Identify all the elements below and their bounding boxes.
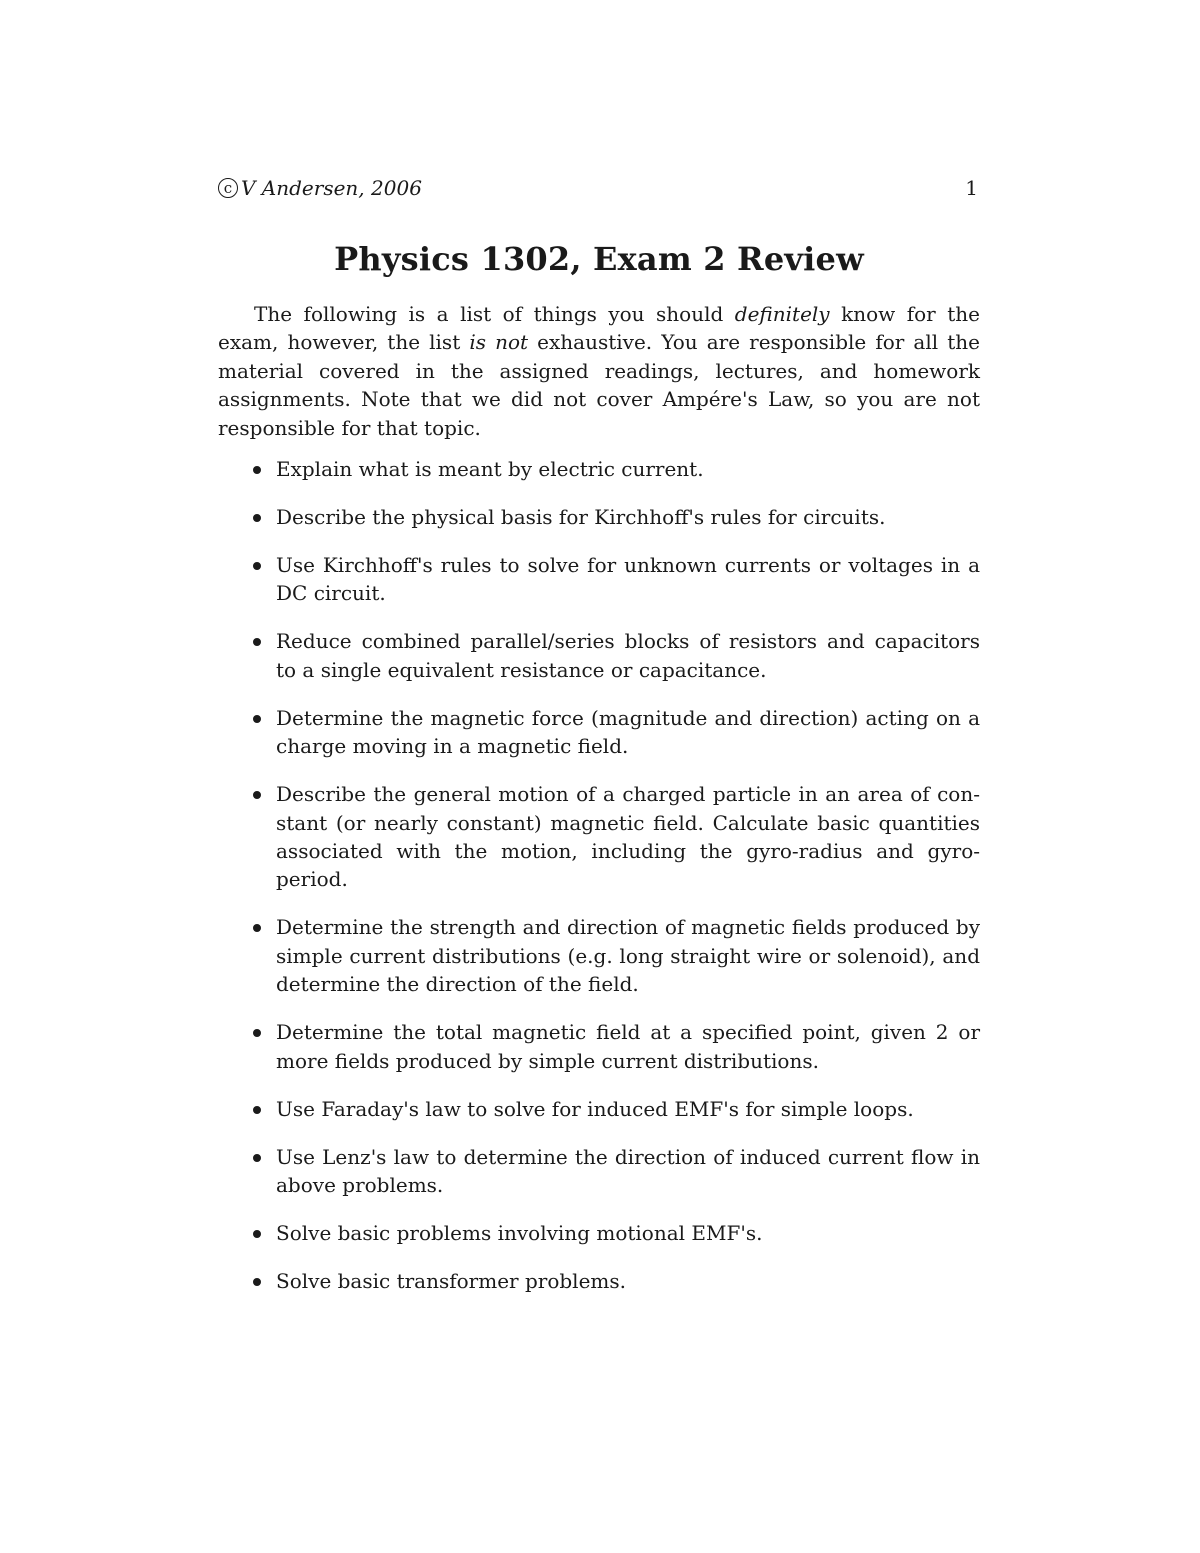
list-item — [218, 780, 980, 894]
list-item — [218, 1219, 980, 1247]
copyright-icon: c — [218, 178, 238, 198]
list-item — [218, 551, 980, 608]
list-item-text: Determine the magnetic force (magnitude and direction) acting on a charge moving in a magnetic field. — [276, 705, 980, 759]
list-item — [218, 503, 980, 531]
list-item — [218, 1267, 980, 1295]
copyright-notice — [218, 176, 422, 200]
list-item-text: Solve basic transformer problems. — [276, 1269, 626, 1294]
bullet-icon — [253, 1029, 261, 1037]
bullet-icon — [253, 514, 261, 522]
intro-emphasis-is-not: is not — [469, 330, 529, 355]
bullet-icon — [253, 715, 261, 723]
list-item-text: Describe the physical basis for Kirchhoff's rules for circuits. — [276, 505, 886, 529]
list-item — [218, 704, 980, 761]
list-item-text: Use Kirchhoff's rules to solve for unknown currents or voltages in a DC circuit. — [276, 553, 980, 606]
bullet-icon — [253, 924, 261, 932]
list-item — [218, 455, 980, 483]
list-item — [218, 627, 980, 684]
intro-paragraph — [218, 300, 980, 442]
copyright-text: V Andersen, 2006 — [241, 176, 422, 200]
bullet-icon — [253, 562, 261, 570]
list-item — [218, 1143, 980, 1200]
bullet-icon — [253, 791, 261, 799]
list-item — [218, 1095, 980, 1123]
bullet-icon — [253, 1278, 261, 1286]
intro-emphasis-definitely: definitely — [734, 302, 830, 326]
topic-list — [218, 455, 980, 1315]
list-item-text: Reduce combined parallel/series blocks of resistors and capacitors to a single equivalent resistance or capacitance. — [276, 629, 980, 682]
list-item-text: Determine the total magnetic field at a specified point, given 2 or more fields produced by simple current distributions. — [276, 1020, 980, 1073]
list-item-text: Determine the strength and direction of magnetic fields produced by simple current distributions (e.g. long straight wire or solenoid), and determine the direction of the field. — [276, 915, 980, 997]
intro-text-1: The following is a list of things you should — [254, 302, 735, 326]
document-title: Physics 1302, Exam 2 Review — [334, 240, 864, 278]
list-item-text: Explain what is meant by electric current. — [276, 457, 704, 481]
list-item-text: Use Lenz's law to determine the direction of induced current flow in above problems. — [276, 1144, 980, 1198]
bullet-icon — [253, 466, 261, 474]
list-item-text: Use Faraday's law to solve for induced EMF's for simple loops. — [276, 1096, 914, 1121]
bullet-icon — [253, 1230, 261, 1238]
page-number: 1 — [965, 176, 978, 200]
list-item — [218, 913, 980, 998]
list-item-text: Describe the general motion of a charged particle in an area of con-stant (or nearly constant) magnetic field. Calculate basic quantities associated with the motion, including the gyro-radius and gyro-period. — [276, 782, 980, 892]
list-item-text: Solve basic problems involving motional EMF's. — [276, 1221, 763, 1246]
intro-text-3: exhaustive. You are responsible for all the material covered in the assigned readings, lectures, and homework assignments. Note that we did not cover Ampére's Law, so you are not responsible for that topic. — [218, 330, 980, 440]
intro-text-2: know for the exam, however, the list — [218, 302, 980, 355]
bullet-icon — [253, 638, 261, 646]
page-header — [218, 176, 980, 208]
bullet-icon — [253, 1154, 261, 1162]
list-item — [218, 1018, 980, 1075]
bullet-icon — [253, 1106, 261, 1114]
